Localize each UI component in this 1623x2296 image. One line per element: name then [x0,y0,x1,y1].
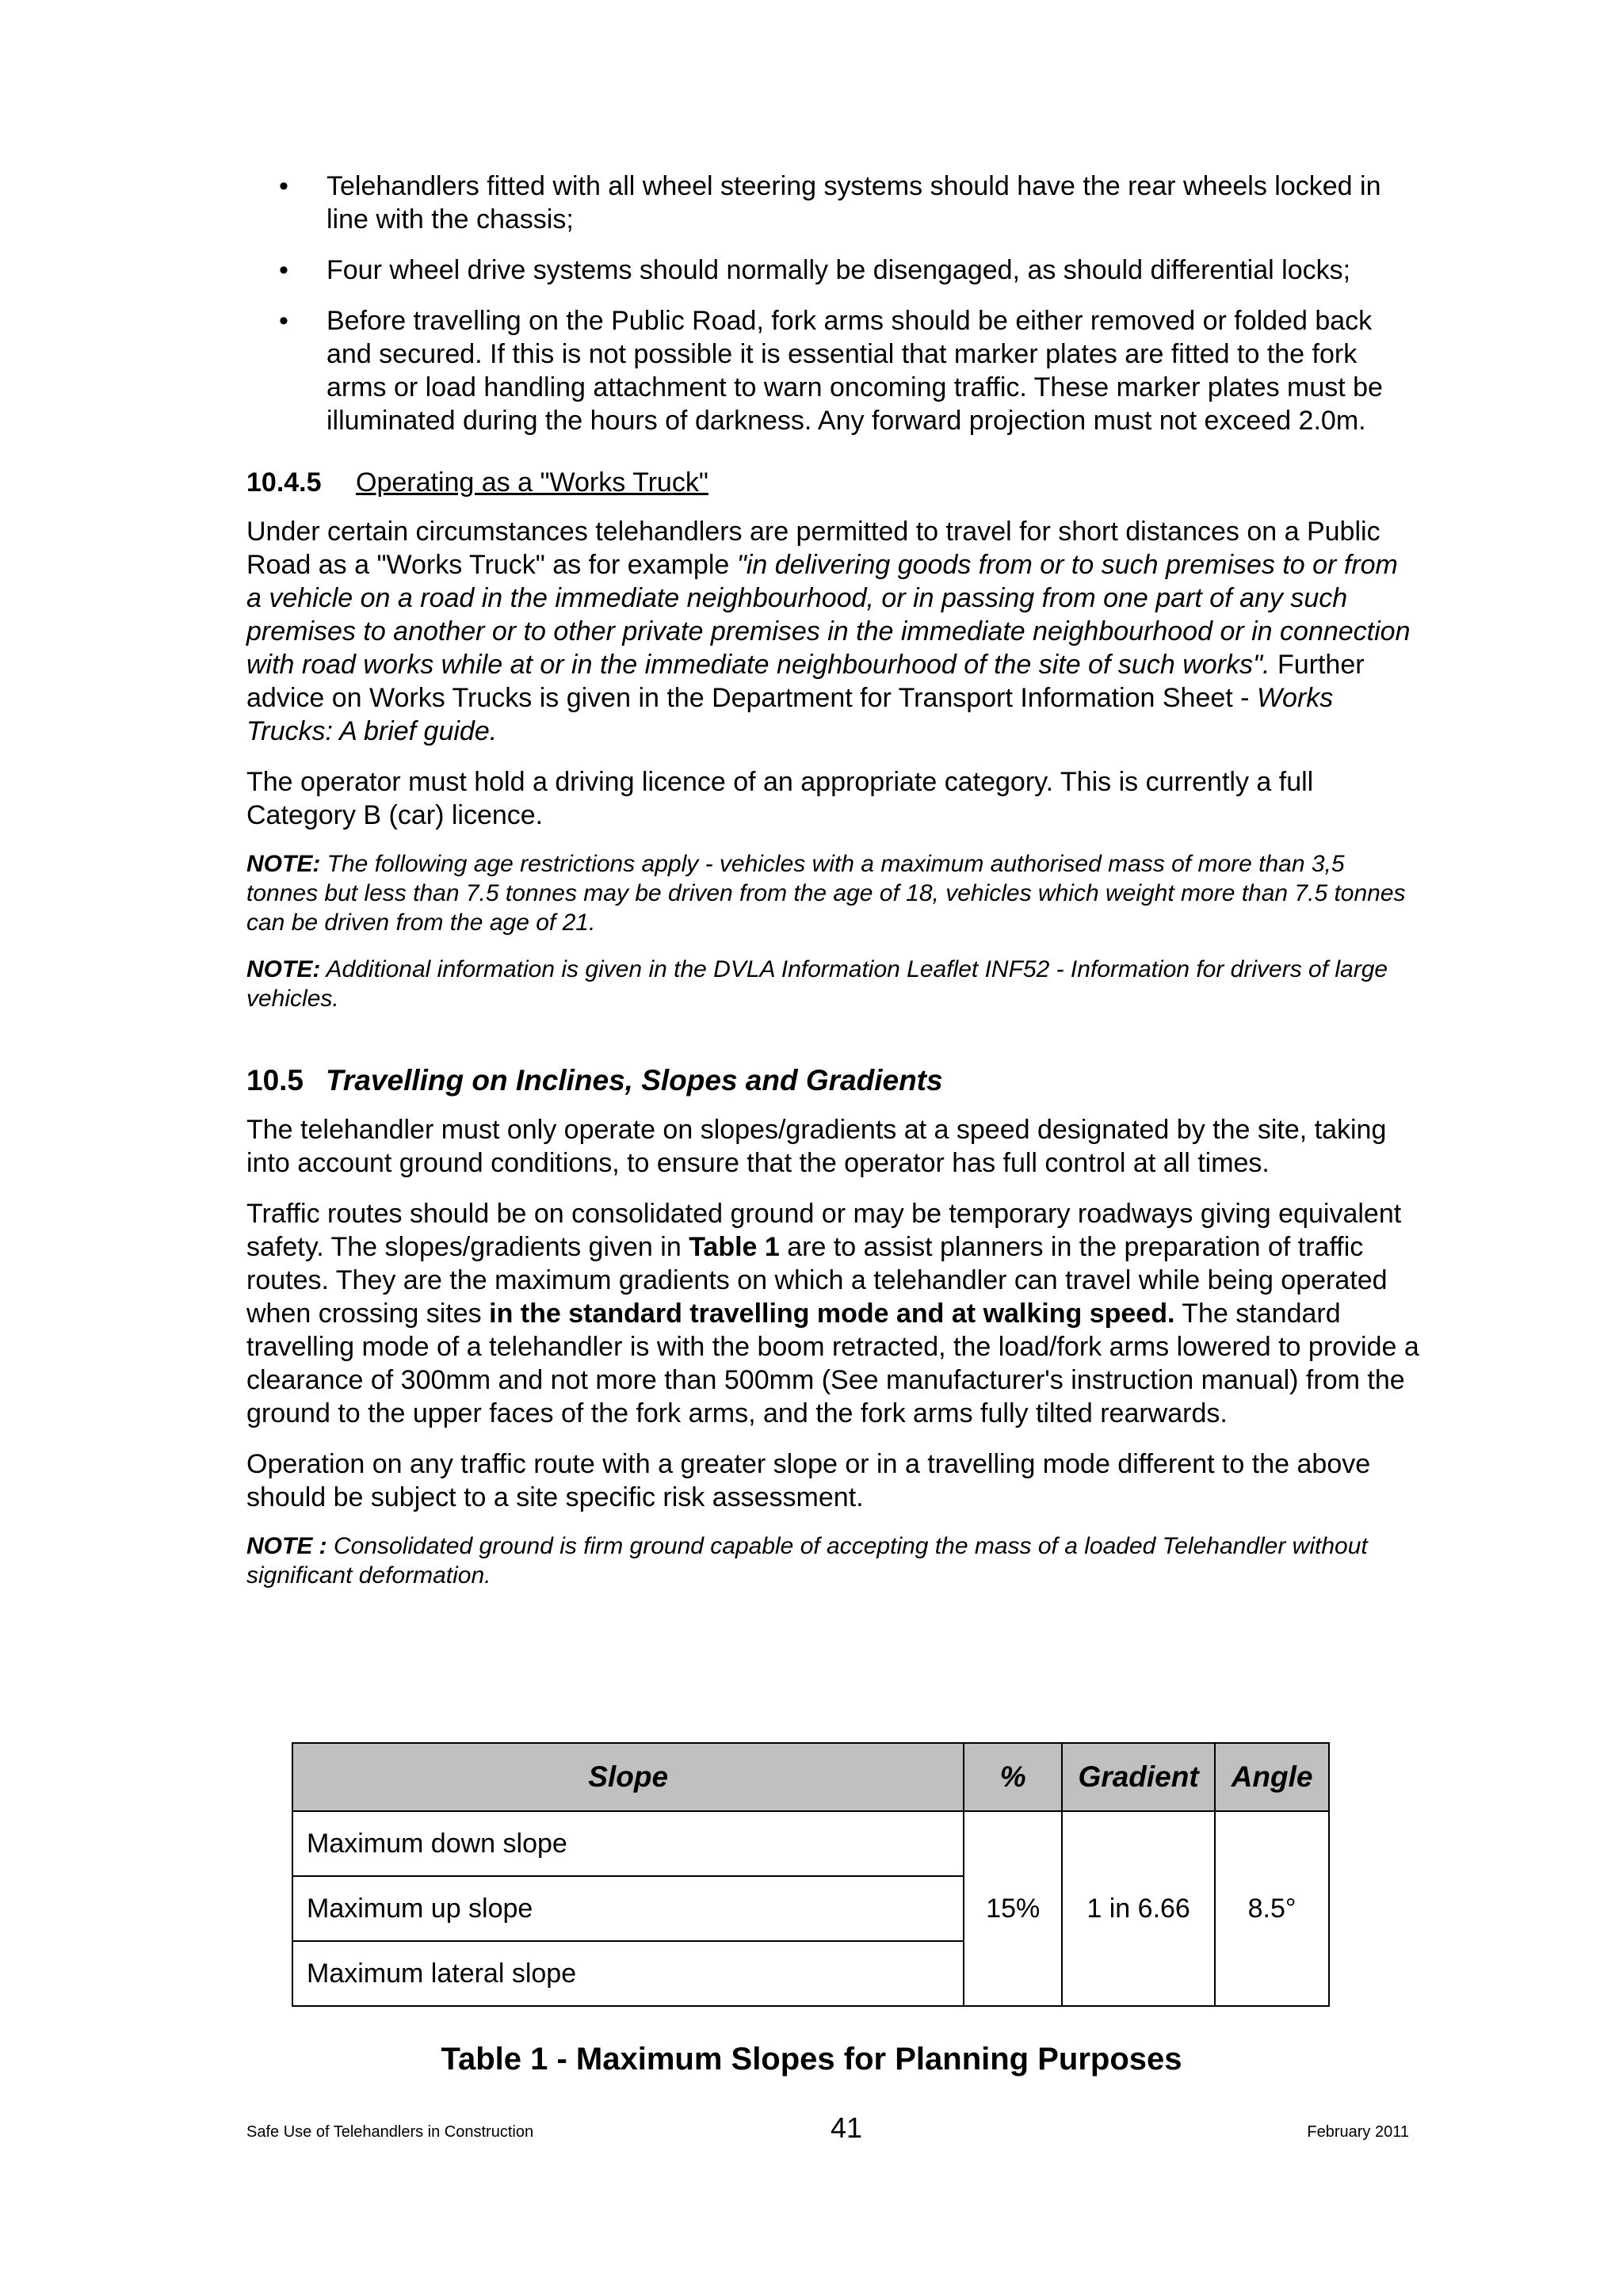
slopes-table [292,1742,1330,2007]
list-item [246,304,1419,437]
page-number: 41 [831,2111,863,2144]
header-slope: Slope [292,1743,964,1811]
angle-value: 8.5° [1215,1811,1329,2006]
paragraph-text: are to assist planners in the preparation of traffic routes. They are the maximum gradients on which a telehandler can travel while being operated when crossing sites [246,1232,1388,1329]
list-item [246,254,1419,287]
note-text: The following age restrictions apply - vehicles with a maximum authorised mass of more than 3,5 tonnes but less than 7.5 tonnes may be driven from the age of 18, vehicles which weight more than 7.5 tonnes can be driven from the age of 21. [246,851,1406,936]
emphasis-text: in the standard travelling mode and at walking speed. [489,1299,1175,1329]
page-content [246,170,1419,1608]
header-percent: % [964,1743,1062,1811]
bullet-text: Telehandlers fitted with all wheel steering systems should have the rear wheels locked in line with the chassis; [327,171,1381,235]
paragraph-text: Further advice on Works Trucks is given in the Department for Transport Information Sheet - [246,650,1365,713]
bullet-icon: • [279,171,288,201]
table-reference: Table 1 [689,1232,780,1262]
note-label: NOTE : [246,1533,327,1559]
note-text: Additional information is given in the DVLA Information Leaflet INF52 - Information for drivers of large vehicles. [246,956,1388,1012]
licence-paragraph: The operator must hold a driving licence of an appropriate category. This is currently a full Category B (car) licence. [246,767,1314,830]
header-gradient: Gradient [1062,1743,1215,1811]
note-text: Consolidated ground is firm ground capable of accepting the mass of a loaded Telehandler without significant deformation. [246,1533,1368,1589]
table-row [292,1811,1329,1876]
slope-label: Maximum down slope [292,1811,964,1876]
document-reference: Works Trucks: A brief guide. [246,683,1334,746]
paragraph-text: The standard travelling mode of a telehandler is with the boom retracted, the load/fork arms lowered to provide a clearance of 300mm and not more than 500mm (See manufacturer's instruction manual) from the ground to the upper faces of the fork arms, and the fork arms fully tilted rearwards. [246,1299,1419,1428]
works-truck-paragraph [246,515,1419,748]
age-restriction-note [246,849,1419,937]
traffic-routes-paragraph [246,1197,1419,1430]
section-title: Travelling on Inclines, Slopes and Gradients [326,1064,943,1097]
note-label: NOTE: [246,851,321,877]
list-item [246,170,1419,236]
table-caption: Table 1 - Maximum Slopes for Planning Purposes [441,2042,1182,2077]
quoted-text: "in delivering goods from or to such premises to or from a vehicle on a road in the immediate neighbourhood, or in passing from one part of any such premises to another or to other private premises in the immediate neighbourhood or in connection with road works while at or in the immediate neighbourhood of the site of such works". [246,550,1411,680]
slope-label: Maximum lateral slope [292,1941,964,2006]
subsection-number: 10.4.5 [246,467,322,498]
bullet-text: Four wheel drive systems should normally be disengaged, as should differential locks; [327,255,1351,285]
subsection-title: Operating as a "Works Truck" [356,467,708,498]
bullet-icon: • [279,306,288,336]
gradient-value: 1 in 6.66 [1062,1811,1215,2006]
table-header-row [292,1743,1329,1811]
percent-value: 15% [964,1811,1062,2006]
footer-date: February 2011 [1307,2123,1409,2141]
subsection-heading [246,466,1419,499]
bullet-text: Before travelling on the Public Road, fork arms should be either removed or folded back and secured. If this is not possible it is essential that marker plates are fitted to the fork arms or load handling attachment to warn oncoming traffic. These marker plates must be illuminated during the hours of darkness. Any forward projection must not exceed 2.0m. [327,306,1383,436]
consolidated-ground-note [246,1531,1419,1590]
header-angle: Angle [1215,1743,1329,1811]
paragraph-text: Traffic routes should be on consolidated ground or may be temporary roadways giving equivalent safety. The slopes/gradients given in [246,1199,1402,1262]
footer-document-title: Safe Use of Telehandlers in Construction [246,2123,534,2141]
dvla-note [246,955,1419,1013]
note-label: NOTE: [246,956,321,982]
bullet-list [246,170,1419,437]
section-number: 10.5 [246,1064,304,1097]
slope-label: Maximum up slope [292,1876,964,1941]
risk-assessment-paragraph: Operation on any traffic route with a greater slope or in a travelling mode different to the above should be subject to a site specific risk assessment. [246,1449,1371,1512]
paragraph-text: Under certain circumstances telehandlers are permitted to travel for short distances on a Public Road as a "Works Truck" as for example [246,517,1381,580]
section-heading [246,1062,1419,1099]
bullet-icon: • [279,255,288,285]
speed-paragraph: The telehandler must only operate on slopes/gradients at a speed designated by the site, taking into account ground conditions, to ensure that the operator has full control at all times. [246,1115,1387,1178]
